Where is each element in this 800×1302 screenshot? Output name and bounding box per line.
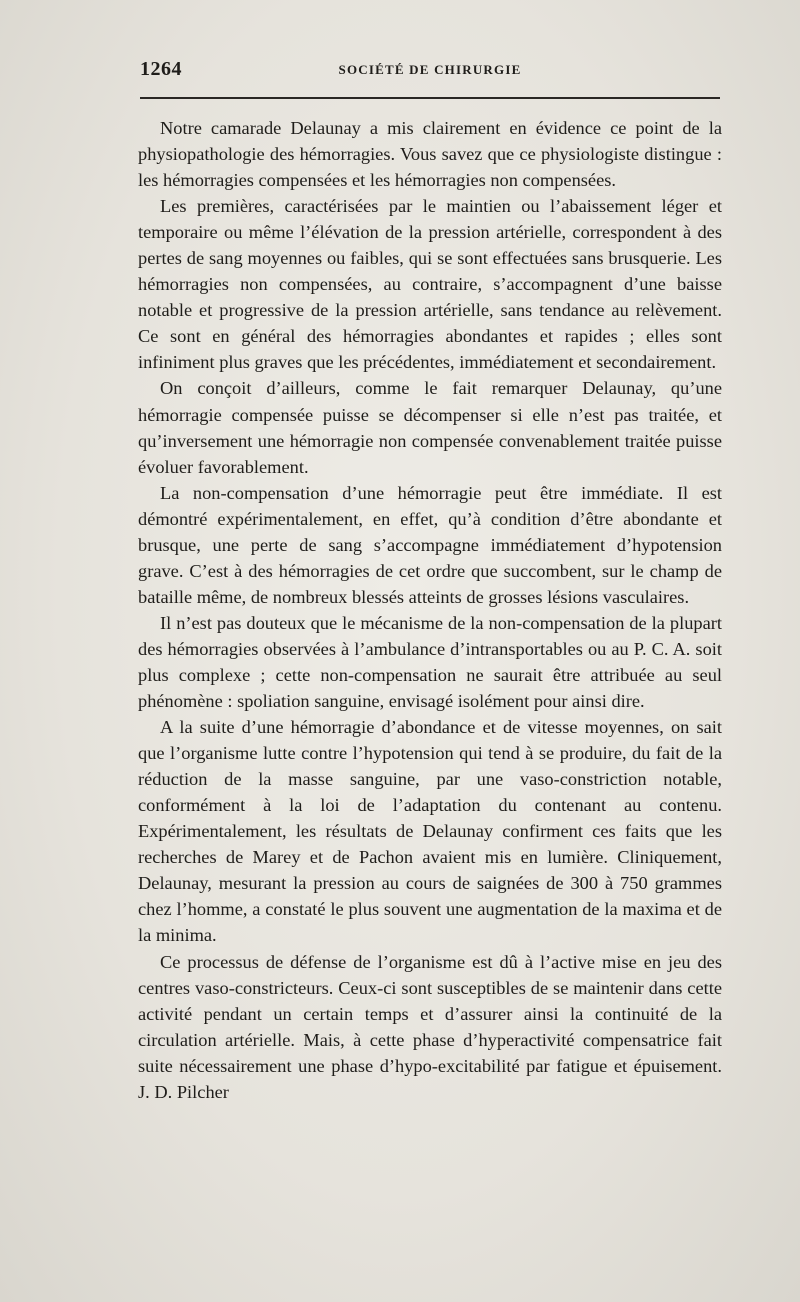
page-number: 1264 (140, 58, 182, 80)
paragraph: Il n’est pas douteux que le mécanisme de la non-compensation de la plupart des hémorragies observées à l’ambulance d’intransportables ou au P. C. A. soit plus complexe ; cette non-compensation ne saurait être attribuée au seul phénomène : spoliation sanguine, envisagé isolément pour ainsi dire. (138, 612, 722, 712)
paragraph: On conçoit d’ailleurs, comme le fait remarquer Delaunay, qu’une hémorragie compensée puisse se décompenser si elle n’est pas traitée, et qu’inversement une hémorragie non compensée convenablement traitée puisse évoluer favorablement. (138, 378, 722, 477)
paragraph: Notre camarade Delaunay a mis clairement en évidence ce point de la physiopathologie des hémorragies. Vous savez que ce physiologiste distingue : les hémorragies compensées et les hémorragies non compensées. (138, 118, 722, 191)
page-header (140, 58, 720, 88)
paragraph: A la suite d’une hémorragie d’abondance et de vitesse moyennes, on sait que l’organisme lutte contre l’hypotension qui tend à se produire, du fait de la réduction de la masse sanguine, par une vaso-constriction notable, conformément à la loi de l’adaptation du contenant au contenu. Expérimentalement, les résultats de Delaunay confirment ces faits que les recherches de Marey et de Pachon avaient mis en lumière. Cliniquement, Delaunay, mesurant la pression au cours de saignées de 300 à 750 grammes chez l’homme, a constaté le plus souvent une augmentation de la maxima et de la minima. (138, 717, 722, 946)
paragraph: Les premières, caractérisées par le maintien ou l’abaissement léger et temporaire ou même l’élévation de la pression artérielle, correspondent à des pertes de sang moyennes ou faibles, qui se sont effectuées sans brusquerie. Les hémorragies non compensées, au contraire, s’accompagnent d’une baisse notable et progressive de la pression artérielle, sans tendance au relèvement. Ce sont en général des hémorragies abondantes et rapides ; elles sont infiniment plus graves que les précédentes, immédiatement et secondairement. (138, 196, 722, 373)
paragraph: La non-compensation d’une hémorragie peut être immédiate. Il est démontré expérimentalement, en effet, qu’à condition d’être abondante et brusque, une perte de sang s’accompagne immédiatement d’hypotension grave. C’est à des hémorragies de cet ordre que succombent, sur le champ de bataille même, de nombreux blessés atteints de grosses lésions vasculaires. (138, 482, 722, 607)
running-title: SOCIÉTÉ DE CHIRURGIE (338, 62, 522, 77)
body-text (138, 115, 722, 1105)
header-rule (140, 97, 720, 99)
paragraph: Ce processus de défense de l’organisme est dû à l’active mise en jeu des centres vaso-constricteurs. Ceux-ci sont susceptibles de se maintenir dans cette activité pendant un certain temps et d’assurer ainsi la continuité de la circulation artérielle. Mais, à cette phase d’hyperactivité compensatrice fait suite nécessairement une phase d’hypo-excitabilité par fatigue et épuisement. J. D. Pilcher (138, 951, 722, 1102)
